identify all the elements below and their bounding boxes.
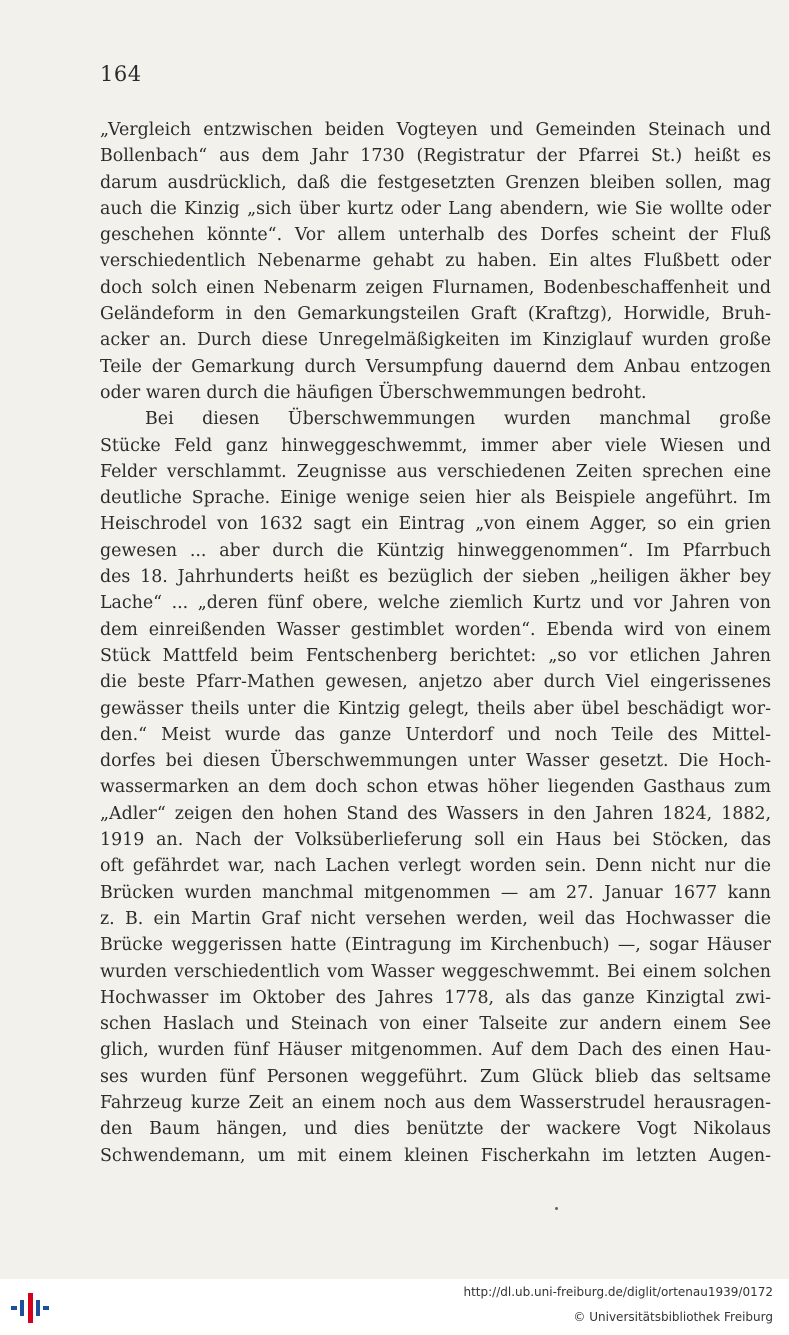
text-line: dorfes bei diesen Überschwemmungen unter Wasser gesetzt. Die Hoch- [100, 751, 771, 772]
text-line: Brücke weggerissen hatte (Eintragung im Kirchenbuch) —, sogar Häuser [100, 935, 771, 956]
logo-bar-right [36, 1300, 40, 1316]
text-line: Hochwasser im Oktober des Jahres 1778, als das ganze Kinzigtal zwi- [100, 987, 771, 1008]
text-line: dem einreißenden Wasser gestimblet worden“. Ebenda wird von einem [100, 619, 771, 640]
text-line: Heischrodel von 1632 sagt ein Eintrag „von einem Agger, so ein grien [100, 514, 771, 535]
logo-bar-center [28, 1293, 33, 1323]
text-line: des 18. Jahrhunderts heißt es bezüglich der sieben „heiligen äkher bey [100, 567, 771, 588]
text-line: Teile der Gemarkung durch Versumpfung dauernd dem Anbau entzogen [100, 356, 771, 377]
text-line: gewässer theils unter die Kintzig gelegt, theils aber übel beschädigt wor- [100, 698, 771, 719]
text-line: den Baum hängen, und dies benützte der wackere Vogt Nikolaus [100, 1119, 771, 1140]
text-line: glich, wurden fünf Häuser mitgenommen. Auf dem Dach des einen Hau- [100, 1040, 771, 1061]
text-line: oder waren durch die häufigen Überschwemmungen bedroht. [100, 382, 647, 403]
text-line: doch solch einen Nebenarm zeigen Flurnamen, Bodenbeschaffenheit und [100, 277, 771, 298]
permalink-url[interactable]: http://dl.ub.uni-freiburg.de/diglit/ortenau1939/0172 [463, 1285, 773, 1299]
text-line: ses wurden fünf Personen weggeführt. Zum Glück blieb das seltsame [100, 1066, 771, 1087]
text-line: Felder verschlammt. Zeugnisse aus verschiedenen Zeiten sprechen eine [100, 461, 771, 482]
text-line: Fahrzeug kurze Zeit an einem noch aus dem Wasserstrudel herausragen- [100, 1092, 771, 1113]
text-line: gewesen ... aber durch die Küntzig hinweggenommen“. Im Pfarrbuch [100, 540, 771, 561]
text-line: Lache“ ... „deren fünf obere, welche ziemlich Kurtz und vor Jahren von [100, 593, 771, 614]
logo-bar-left [20, 1300, 24, 1316]
body-text [100, 117, 771, 1169]
text-line: auch die Kinzig „sich über kurtz oder Lang abendern, wie Sie wollte oder [100, 198, 771, 219]
text-line: Geländeform in den Gemarkungsteilen Graft (Kraftzg), Horwidle, Bruh- [100, 304, 771, 325]
text-line: schen Haslach und Steinach von einer Talseite zur andern einem See [100, 1014, 771, 1035]
text-line: Bollenbach“ aus dem Jahr 1730 (Registratur der Pfarrei St.) heißt es [100, 146, 771, 167]
text-line: geschehen könnte“. Vor allem unterhalb des Dorfes scheint der Fluß [100, 225, 771, 246]
text-line: „Adler“ zeigen den hohen Stand des Wassers in den Jahren 1824, 1882, [100, 803, 771, 824]
ub-freiburg-logo-icon [10, 1293, 50, 1323]
text-line: 1919 an. Nach der Volksüberlieferung soll ein Haus bei Stöcken, das [100, 830, 771, 851]
text-line: den.“ Meist wurde das ganze Unterdorf und noch Teile des Mittel- [100, 724, 771, 745]
text-line: „Vergleich entzwischen beiden Vogteyen und Gemeinden Steinach und [100, 120, 771, 140]
text-line: oft gefährdet war, nach Lachen verlegt worden sein. Denn nicht nur die [100, 856, 771, 877]
text-line: wurden verschiedentlich vom Wasser weggeschwemmt. Bei einem solchen [100, 961, 771, 982]
logo-dash-right [43, 1306, 49, 1310]
scan-speck [555, 1207, 558, 1210]
text-line: deutliche Sprache. Einige wenige seien hier als Beispiele angeführt. Im [100, 488, 771, 509]
text-line: z. B. ein Martin Graf nicht versehen werden, weil das Hochwasser die [100, 908, 771, 929]
text-line: wassermarken an dem doch schon etwas höher liegenden Gasthaus zum [100, 777, 771, 798]
page-number: 164 [100, 62, 142, 86]
text-line: die beste Pfarr-Mathen gewesen, anjetzo aber durch Viel eingerissenes [100, 672, 771, 693]
text-line: Brücken wurden manchmal mitgenommen — am 27. Januar 1677 kann [100, 882, 771, 903]
text-line: acker an. Durch diese Unregelmäßigkeiten im Kinziglauf wurden große [100, 330, 771, 351]
logo-dash-left [11, 1306, 17, 1310]
text-line: darum ausdrücklich, daß die festgesetzten Grenzen bleiben sollen, mag [100, 172, 771, 193]
text-line: verschiedentlich Nebenarme gehabt zu haben. Ein altes Flußbett oder [100, 251, 771, 272]
text-line: Bei diesen Überschwemmungen wurden manchmal große [145, 409, 771, 430]
footer [0, 1279, 789, 1335]
copyright-text: © Universitätsbibliothek Freiburg [573, 1310, 773, 1324]
text-line: Stück Mattfeld beim Fentschenberg berichtet: „so vor etlichen Jahren [100, 645, 771, 666]
text-line: Schwendemann, um mit einem kleinen Fischerkahn im letzten Augen- [100, 1145, 771, 1166]
text-line: Stücke Feld ganz hinweggeschwemmt, immer aber viele Wiesen und [100, 435, 771, 456]
